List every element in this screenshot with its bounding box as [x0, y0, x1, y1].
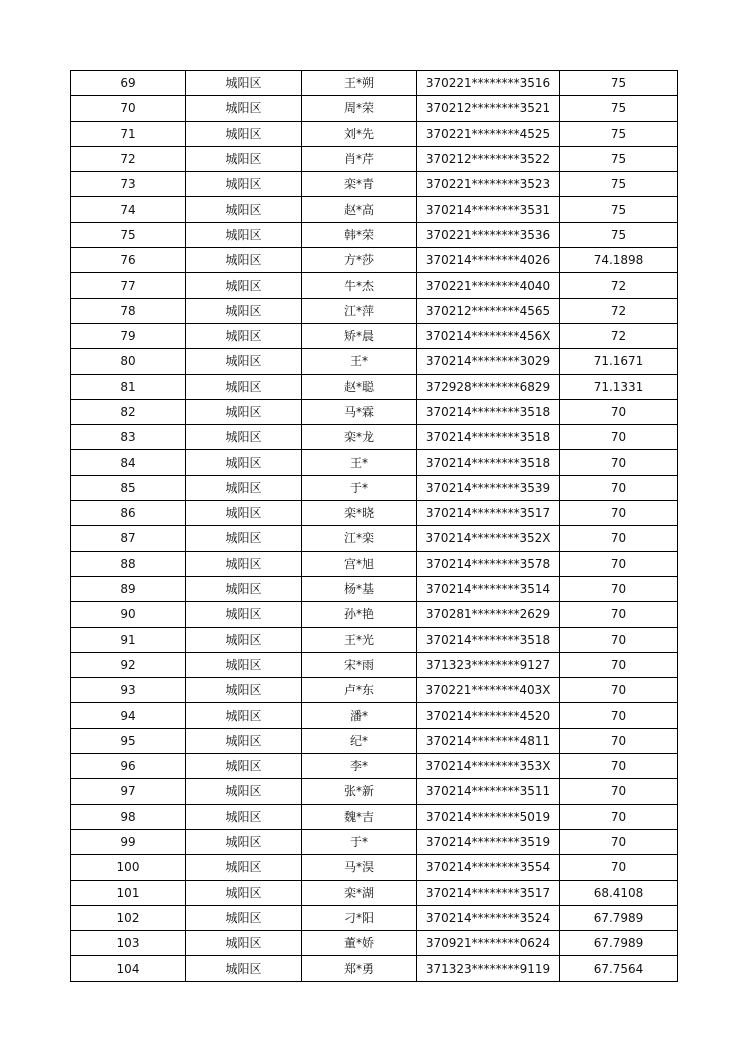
district-cell: 城阳区 — [186, 172, 302, 197]
name-cell: 卢*东 — [302, 678, 417, 703]
district-cell: 城阳区 — [186, 298, 302, 323]
table-row — [71, 96, 678, 121]
name-cell: 牛*杰 — [302, 273, 417, 298]
score-cell: 75 — [560, 121, 678, 146]
name-cell: 刁*阳 — [302, 905, 417, 930]
name-cell: 王*光 — [302, 627, 417, 652]
id-number-cell: 371323********9119 — [417, 956, 560, 981]
name-cell: 于* — [302, 829, 417, 854]
row-number: 84 — [71, 450, 186, 475]
score-cell: 70 — [560, 399, 678, 424]
district-cell: 城阳区 — [186, 425, 302, 450]
table-row — [71, 652, 678, 677]
id-number-cell: 370212********3522 — [417, 146, 560, 171]
table-row — [71, 298, 678, 323]
name-cell: 赵*高 — [302, 197, 417, 222]
score-cell: 70 — [560, 779, 678, 804]
table-row — [71, 829, 678, 854]
name-cell: 宋*雨 — [302, 652, 417, 677]
table-row — [71, 475, 678, 500]
row-number: 103 — [71, 931, 186, 956]
district-cell: 城阳区 — [186, 121, 302, 146]
score-cell: 71.1331 — [560, 374, 678, 399]
row-number: 87 — [71, 526, 186, 551]
district-cell: 城阳区 — [186, 678, 302, 703]
name-cell: 杨*基 — [302, 576, 417, 601]
id-number-cell: 370214********3531 — [417, 197, 560, 222]
row-number: 100 — [71, 855, 186, 880]
score-cell: 70 — [560, 678, 678, 703]
district-cell: 城阳区 — [186, 501, 302, 526]
table-row — [71, 501, 678, 526]
district-cell: 城阳区 — [186, 652, 302, 677]
score-cell: 75 — [560, 71, 678, 96]
name-cell: 方*莎 — [302, 248, 417, 273]
row-number: 99 — [71, 829, 186, 854]
score-table-page — [70, 70, 677, 982]
table-row — [71, 425, 678, 450]
score-cell: 70 — [560, 855, 678, 880]
name-cell: 肖*芹 — [302, 146, 417, 171]
id-number-cell: 370212********3521 — [417, 96, 560, 121]
table-row — [71, 146, 678, 171]
score-table — [70, 70, 678, 982]
row-number: 70 — [71, 96, 186, 121]
score-cell: 70 — [560, 652, 678, 677]
name-cell: 周*荣 — [302, 96, 417, 121]
district-cell: 城阳区 — [186, 96, 302, 121]
id-number-cell: 371323********9127 — [417, 652, 560, 677]
district-cell: 城阳区 — [186, 146, 302, 171]
id-number-cell: 370221********4040 — [417, 273, 560, 298]
table-row — [71, 71, 678, 96]
id-number-cell: 370214********353X — [417, 754, 560, 779]
score-cell: 70 — [560, 602, 678, 627]
score-cell: 67.7989 — [560, 931, 678, 956]
score-cell: 70 — [560, 526, 678, 551]
score-cell: 70 — [560, 551, 678, 576]
id-number-cell: 370214********3518 — [417, 399, 560, 424]
name-cell: 李* — [302, 754, 417, 779]
id-number-cell: 370214********3518 — [417, 425, 560, 450]
id-number-cell: 370214********3539 — [417, 475, 560, 500]
row-number: 86 — [71, 501, 186, 526]
name-cell: 栾*湖 — [302, 880, 417, 905]
row-number: 89 — [71, 576, 186, 601]
table-row — [71, 956, 678, 981]
score-cell: 72 — [560, 298, 678, 323]
table-row — [71, 399, 678, 424]
district-cell: 城阳区 — [186, 475, 302, 500]
row-number: 73 — [71, 172, 186, 197]
id-number-cell: 370921********0624 — [417, 931, 560, 956]
score-cell: 72 — [560, 323, 678, 348]
district-cell: 城阳区 — [186, 804, 302, 829]
district-cell: 城阳区 — [186, 905, 302, 930]
table-row — [71, 450, 678, 475]
row-number: 90 — [71, 602, 186, 627]
table-row — [71, 576, 678, 601]
id-number-cell: 370212********4565 — [417, 298, 560, 323]
score-cell: 67.7564 — [560, 956, 678, 981]
district-cell: 城阳区 — [186, 703, 302, 728]
table-row — [71, 349, 678, 374]
district-cell: 城阳区 — [186, 956, 302, 981]
district-cell: 城阳区 — [186, 197, 302, 222]
row-number: 102 — [71, 905, 186, 930]
district-cell: 城阳区 — [186, 374, 302, 399]
score-cell: 74.1898 — [560, 248, 678, 273]
score-cell: 70 — [560, 829, 678, 854]
score-cell: 75 — [560, 146, 678, 171]
district-cell: 城阳区 — [186, 779, 302, 804]
district-cell: 城阳区 — [186, 71, 302, 96]
id-number-cell: 370214********3519 — [417, 829, 560, 854]
id-number-cell: 370214********3578 — [417, 551, 560, 576]
id-number-cell: 370214********3518 — [417, 627, 560, 652]
row-number: 94 — [71, 703, 186, 728]
id-number-cell: 370214********4026 — [417, 248, 560, 273]
name-cell: 栾*青 — [302, 172, 417, 197]
row-number: 76 — [71, 248, 186, 273]
row-number: 85 — [71, 475, 186, 500]
score-cell: 68.4108 — [560, 880, 678, 905]
row-number: 92 — [71, 652, 186, 677]
table-row — [71, 779, 678, 804]
district-cell: 城阳区 — [186, 323, 302, 348]
id-number-cell: 370221********3536 — [417, 222, 560, 247]
score-cell: 72 — [560, 273, 678, 298]
row-number: 97 — [71, 779, 186, 804]
table-row — [71, 323, 678, 348]
row-number: 95 — [71, 728, 186, 753]
table-row — [71, 754, 678, 779]
id-number-cell: 370214********3514 — [417, 576, 560, 601]
row-number: 88 — [71, 551, 186, 576]
score-cell: 71.1671 — [560, 349, 678, 374]
id-number-cell: 370214********5019 — [417, 804, 560, 829]
row-number: 104 — [71, 956, 186, 981]
name-cell: 江*萍 — [302, 298, 417, 323]
table-row — [71, 222, 678, 247]
district-cell: 城阳区 — [186, 576, 302, 601]
score-cell: 70 — [560, 754, 678, 779]
row-number: 75 — [71, 222, 186, 247]
district-cell: 城阳区 — [186, 728, 302, 753]
score-cell: 70 — [560, 804, 678, 829]
id-number-cell: 370214********3517 — [417, 501, 560, 526]
name-cell: 马*霖 — [302, 399, 417, 424]
row-number: 91 — [71, 627, 186, 652]
table-row — [71, 374, 678, 399]
table-row — [71, 728, 678, 753]
table-row — [71, 627, 678, 652]
name-cell: 江*栾 — [302, 526, 417, 551]
district-cell: 城阳区 — [186, 450, 302, 475]
table-row — [71, 172, 678, 197]
id-number-cell: 370214********3524 — [417, 905, 560, 930]
id-number-cell: 370281********2629 — [417, 602, 560, 627]
row-number: 82 — [71, 399, 186, 424]
name-cell: 栾*龙 — [302, 425, 417, 450]
row-number: 96 — [71, 754, 186, 779]
table-row — [71, 273, 678, 298]
table-row — [71, 678, 678, 703]
district-cell: 城阳区 — [186, 602, 302, 627]
row-number: 79 — [71, 323, 186, 348]
row-number: 83 — [71, 425, 186, 450]
district-cell: 城阳区 — [186, 399, 302, 424]
table-row — [71, 905, 678, 930]
table-row — [71, 703, 678, 728]
name-cell: 于* — [302, 475, 417, 500]
name-cell: 赵*聪 — [302, 374, 417, 399]
id-number-cell: 370214********352X — [417, 526, 560, 551]
name-cell: 栾*晓 — [302, 501, 417, 526]
id-number-cell: 370214********3511 — [417, 779, 560, 804]
district-cell: 城阳区 — [186, 551, 302, 576]
name-cell: 刘*先 — [302, 121, 417, 146]
name-cell: 宫*旭 — [302, 551, 417, 576]
id-number-cell: 370214********3518 — [417, 450, 560, 475]
id-number-cell: 370214********456X — [417, 323, 560, 348]
row-number: 71 — [71, 121, 186, 146]
table-row — [71, 880, 678, 905]
row-number: 101 — [71, 880, 186, 905]
district-cell: 城阳区 — [186, 349, 302, 374]
district-cell: 城阳区 — [186, 222, 302, 247]
district-cell: 城阳区 — [186, 273, 302, 298]
table-row — [71, 551, 678, 576]
district-cell: 城阳区 — [186, 754, 302, 779]
name-cell: 王* — [302, 450, 417, 475]
row-number: 74 — [71, 197, 186, 222]
row-number: 81 — [71, 374, 186, 399]
name-cell: 郑*勇 — [302, 956, 417, 981]
id-number-cell: 370214********4520 — [417, 703, 560, 728]
row-number: 78 — [71, 298, 186, 323]
row-number: 80 — [71, 349, 186, 374]
district-cell: 城阳区 — [186, 526, 302, 551]
score-cell: 67.7989 — [560, 905, 678, 930]
name-cell: 魏*吉 — [302, 804, 417, 829]
name-cell: 韩*荣 — [302, 222, 417, 247]
table-row — [71, 804, 678, 829]
id-number-cell: 370221********4525 — [417, 121, 560, 146]
name-cell: 王* — [302, 349, 417, 374]
id-number-cell: 372928********6829 — [417, 374, 560, 399]
score-table-body — [71, 71, 678, 982]
score-cell: 70 — [560, 728, 678, 753]
row-number: 77 — [71, 273, 186, 298]
name-cell: 潘* — [302, 703, 417, 728]
score-cell: 75 — [560, 96, 678, 121]
score-cell: 75 — [560, 222, 678, 247]
name-cell: 王*朔 — [302, 71, 417, 96]
district-cell: 城阳区 — [186, 855, 302, 880]
id-number-cell: 370221********3523 — [417, 172, 560, 197]
id-number-cell: 370214********4811 — [417, 728, 560, 753]
row-number: 93 — [71, 678, 186, 703]
district-cell: 城阳区 — [186, 248, 302, 273]
name-cell: 孙*艳 — [302, 602, 417, 627]
name-cell: 马*淏 — [302, 855, 417, 880]
table-row — [71, 248, 678, 273]
table-row — [71, 121, 678, 146]
name-cell: 矫*晨 — [302, 323, 417, 348]
score-cell: 70 — [560, 425, 678, 450]
score-cell: 70 — [560, 475, 678, 500]
score-cell: 70 — [560, 450, 678, 475]
id-number-cell: 370221********3516 — [417, 71, 560, 96]
table-row — [71, 855, 678, 880]
score-cell: 75 — [560, 197, 678, 222]
name-cell: 纪* — [302, 728, 417, 753]
table-row — [71, 602, 678, 627]
name-cell: 董*娇 — [302, 931, 417, 956]
district-cell: 城阳区 — [186, 931, 302, 956]
score-cell: 70 — [560, 627, 678, 652]
table-row — [71, 931, 678, 956]
district-cell: 城阳区 — [186, 880, 302, 905]
id-number-cell: 370214********3517 — [417, 880, 560, 905]
table-row — [71, 197, 678, 222]
table-row — [71, 526, 678, 551]
score-cell: 70 — [560, 703, 678, 728]
district-cell: 城阳区 — [186, 829, 302, 854]
name-cell: 张*新 — [302, 779, 417, 804]
id-number-cell: 370221********403X — [417, 678, 560, 703]
score-cell: 75 — [560, 172, 678, 197]
score-cell: 70 — [560, 501, 678, 526]
id-number-cell: 370214********3029 — [417, 349, 560, 374]
id-number-cell: 370214********3554 — [417, 855, 560, 880]
row-number: 98 — [71, 804, 186, 829]
row-number: 69 — [71, 71, 186, 96]
district-cell: 城阳区 — [186, 627, 302, 652]
row-number: 72 — [71, 146, 186, 171]
score-cell: 70 — [560, 576, 678, 601]
